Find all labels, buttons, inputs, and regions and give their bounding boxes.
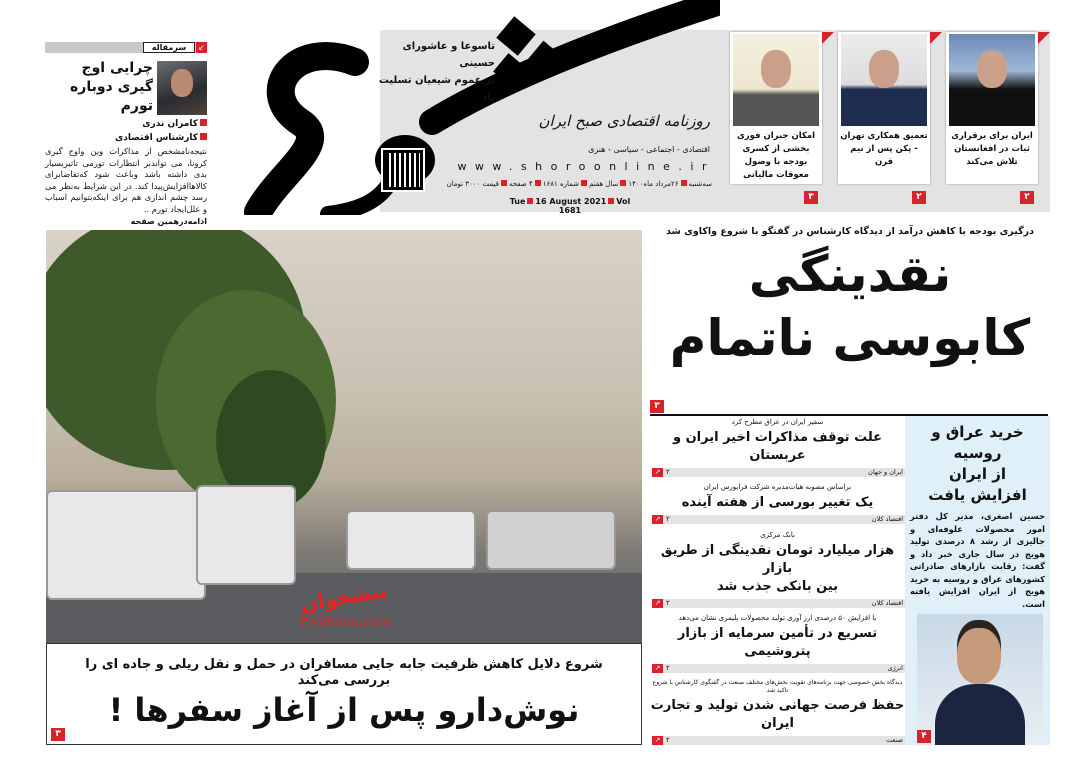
editorial-label: سرمقاله xyxy=(143,42,195,53)
news-item[interactable]: براساس مصوبه هیات‌مدیره شرکت فرابورس ایران یک تغییر بورسی از هفته آینده xyxy=(681,483,874,511)
photo-story-subhead: شروع دلایل کاهش ظرفیت جابه جایی مسافران در حمل و نقل ریلی و جاده ای را بررسی می‌کند xyxy=(85,657,603,688)
news-item[interactable]: دیدگاه بخش خصوصی جهت برنامه‌های تقویت بخش‌های مختلف صنعت در گفتگوی کارشناس با شروع تاکید شد حفظ فرصت جهانی شدن تولید و تجارت ایران xyxy=(650,679,905,731)
news-group xyxy=(650,418,905,477)
news-group xyxy=(650,679,905,745)
main-photo[interactable] xyxy=(46,230,642,643)
side-body: حسین اصغری، مدیر کل دفتر امور محصولات علوفه‌ای و جالیزی از رشد ۸ درصدی تولید هویج در سال جاری خبر داد و گفت: رقابت بازارهای صادراتی کشورهای عراق و روسیه به خرید هویج از ایران افزایش یافته است. xyxy=(910,511,1045,609)
news-item[interactable]: سفیر ایران در عراق مطرح کرد علت توقف مذاکرات اخیر ایران و عربستان xyxy=(672,418,883,463)
editorial xyxy=(45,42,207,226)
card-text: امکان جبران فوری بخشی از کسری بودجه با وصول معوقات مالیاتی xyxy=(736,131,816,180)
condolence-note: تاسوعا و عاشورای حسینی بر عموم شیعیان تسلیت باد xyxy=(378,41,495,103)
editorial-author-role: کارشناس اقتصادی xyxy=(45,132,207,144)
editorial-body: نتیجه‌نامشخص از مذاکرات وین واوج گیری کرونا، می تواندبر انتظارات تورمی تاثیربسیار بدی داشته باشد وباعث شود که‌تقاضابرای کالاهاافزایش‌پیدا کند. در این شرایط به‌نظر می رسد چشم اندازی هم برای اینکه‌بتوانیم اسباب و علل‌ایجاد تورم .. xyxy=(45,146,207,214)
top-card[interactable] xyxy=(730,32,822,202)
website-url[interactable]: www.shoroonline.ir xyxy=(457,160,715,173)
news-group xyxy=(650,614,905,673)
photo-story-headline: نوش‌دارو پس از آغاز سفرها ! xyxy=(108,691,580,729)
lead-story[interactable] xyxy=(650,226,1050,402)
arrow-icon: ↙ xyxy=(196,42,207,53)
issue-info: سه‌شنبه۲۶مرداد ماه۱۴۰۰سال هفتمشماره ۱۶۸۱۴ صفحهقیمت ۳۰۰۰ تومان xyxy=(446,180,712,188)
news-group xyxy=(650,483,905,524)
lead-kicker: درگیری بودجه با کاهش درآمد از دیدگاه کارشناس در گفتگو با شروع واکاوی شد xyxy=(666,226,1034,237)
continued-note: ادامه‌درهمین صفحه xyxy=(130,217,207,226)
card-text: ایران برای برقراری ثبات در افغانستان تلاش می‌کند xyxy=(951,131,1033,167)
page-number: ۲ xyxy=(912,191,926,204)
section-bar: انرژی ↗ ۲ xyxy=(652,664,905,673)
section-bar: ایران و جهان ↗ ۲ xyxy=(652,468,905,477)
qr-code-icon xyxy=(383,150,423,190)
lead-headline[interactable]: نقدینگی کابوسی ناتمام xyxy=(669,245,1031,367)
card-text: تعمیق همکاری تهران - پکن پس از نیم قرن xyxy=(840,131,928,167)
portrait-photo xyxy=(917,614,1043,745)
editorial-bar xyxy=(45,42,207,53)
page-number: ۳ xyxy=(804,191,818,204)
english-date: Tue 16 August 2021 Vol 1681 xyxy=(509,197,631,215)
news-group xyxy=(650,531,905,608)
photo-story[interactable] xyxy=(46,643,642,745)
editorial-title[interactable]: چرایی اوج گیری دوباره تورم xyxy=(70,60,153,114)
news-list xyxy=(650,418,905,745)
top-card[interactable] xyxy=(946,32,1038,202)
page-number: ۳ xyxy=(650,400,664,413)
section-bar: اقتصاد کلان ↗ ۲ xyxy=(652,599,905,608)
card-photo xyxy=(733,34,819,126)
newspaper-subtitle: روزنامه اقتصادی صبح ایران xyxy=(538,112,710,130)
author-photo xyxy=(157,61,207,115)
watermark-url: Pishkhan.com xyxy=(300,615,391,630)
page-number: ۴ xyxy=(917,730,931,743)
side-story[interactable] xyxy=(905,416,1050,745)
side-headline: خرید عراق و روسیه از ایران افزایش یافت xyxy=(928,423,1027,504)
editorial-author: کامران ندری xyxy=(45,118,207,130)
card-photo xyxy=(949,34,1035,126)
section-bar: اقتصاد کلان ↗ ۲ xyxy=(652,515,905,524)
top-card[interactable] xyxy=(838,32,930,202)
watermark: پیشخوان xyxy=(298,577,389,617)
card-photo xyxy=(841,34,927,126)
news-item[interactable]: با افزایش ۵۰ درصدی ارز آوری تولید محصولات پلیمری نشان می‌دهد تسریع در تأمین سرمایه از بازار پتروشیمی xyxy=(677,613,878,659)
page-number: ۳ xyxy=(51,728,65,741)
page-number: ۲ xyxy=(1020,191,1034,204)
news-item[interactable]: بانک مرکزی هزار میلیارد تومان نقدینگی از طریق بازار بین بانکی جذب شد xyxy=(660,530,895,594)
categories: اقتصادی - اجتماعی - سیاسی - هنری xyxy=(588,145,710,154)
section-bar: صنعت ↗ ۲ xyxy=(652,736,905,745)
